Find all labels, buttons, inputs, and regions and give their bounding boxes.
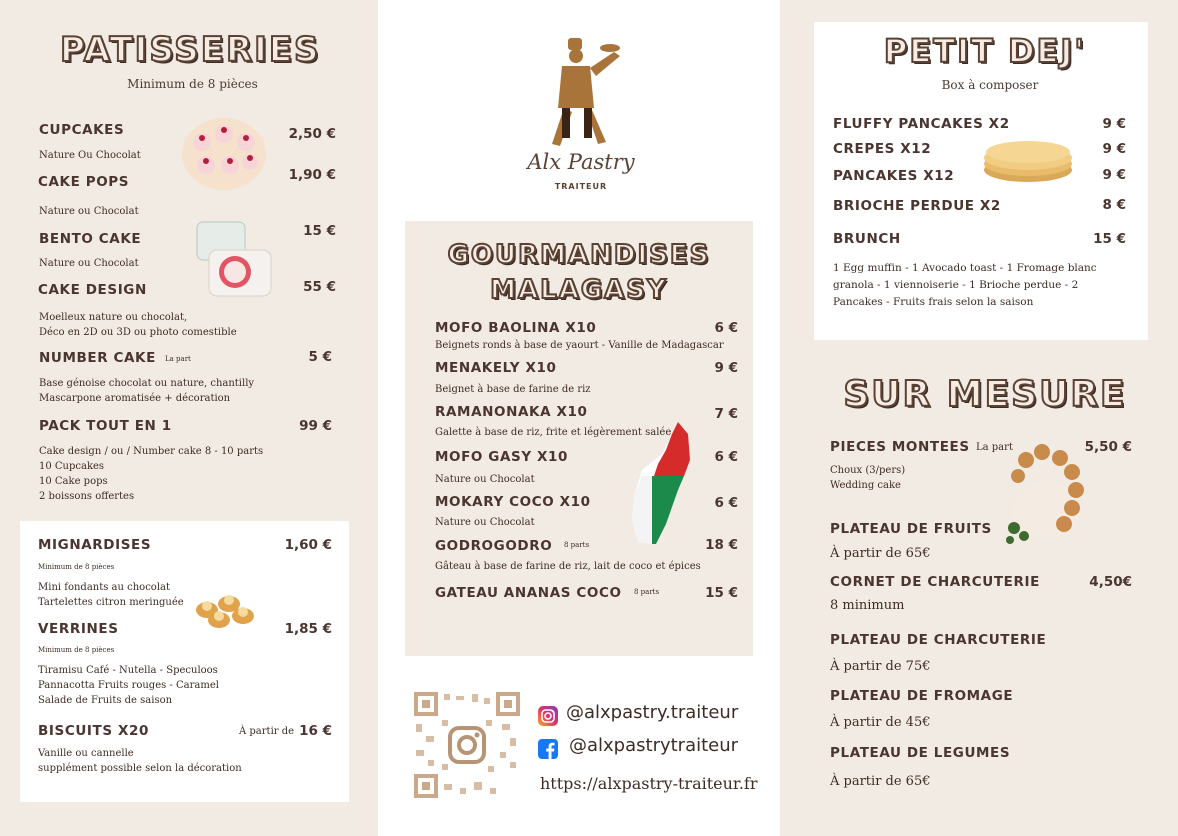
brunch-price: 15 € [1093,231,1126,247]
verrines-desc-2: Pannacotta Fruits rouges - Caramel [38,680,219,691]
mignardises-price: 1,60 € [284,537,332,553]
plateau-fruits-desc: À partir de 65€ [830,546,931,561]
brioche-price: 8 € [1102,197,1126,213]
mokary-coco-name: MOKARY COCO X10 [435,494,591,510]
bento-desc: Nature ou Chocolat [39,258,139,269]
bento-name: BENTO CAKE [39,231,142,247]
website-link[interactable]: https://alxpastry-traiteur.fr [540,774,758,793]
petitdej-title: PETIT DEJ' [883,32,1087,70]
godrogodro-name: GODROGODRO [435,538,553,554]
numbercake-desc-1: Base génoise chocolat ou nature, chantilly [39,378,255,389]
instagram-icon [538,706,558,726]
biscuits-prefix: À partir de [239,726,295,737]
pack-desc-3: 10 Cake pops [39,476,108,487]
mofo-baolina-desc: Beignets ronds à base de yaourt - Vanille de Madagascar [435,340,724,351]
biscuits-desc-2: supplément possible selon la décoration [38,763,242,774]
plateau-fromage-name: PLATEAU DE FROMAGE [830,688,1014,704]
cupcakes-price: 2,50 € [288,126,336,142]
mofo-baolina-price: 6 € [714,320,738,336]
cornet-price: 4,50€ [1089,574,1132,590]
tartelettes-image [193,584,257,630]
pack-desc-1: Cake design / ou / Number cake 8 - 10 parts [39,446,264,457]
mokary-coco-desc: Nature ou Chocolat [435,517,535,528]
logo-sub: TRAITEUR [554,182,608,191]
mofo-gasy-name: MOFO GASY X10 [435,449,569,465]
godrogodro-price: 18 € [705,537,738,553]
ramanonaka-name: RAMANONAKA X10 [435,404,588,420]
verrines-desc-1: Tiramisu Café - Nutella - Speculoos [38,665,218,676]
biscuits-name: BISCUITS X20 [38,723,149,739]
mofo-baolina-name: MOFO BAOLINA X10 [435,320,597,336]
petitdej-subtitle: Box à composer [941,78,1039,92]
cakedesign-name: CAKE DESIGN [38,282,147,298]
mignardises-desc-2: Tartelettes citron meringuée [38,597,184,608]
pieces-montees-desc-2: Wedding cake [830,480,901,491]
pack-price: 99 € [299,418,332,434]
verrines-price: 1,85 € [284,621,332,637]
plateau-legumes-name: PLATEAU DE LEGUMES [830,745,1011,761]
numbercake-name: NUMBER CAKE [39,350,156,366]
logo-script: Alx Pastry [527,150,635,174]
biscuits-price: 16 € [299,723,332,739]
brunch-name: BRUNCH [833,231,901,247]
bento-price: 15 € [303,223,336,239]
piece-montee-image [1002,440,1090,546]
qr-code-image[interactable] [412,690,522,800]
cupcakes-image [180,110,268,192]
numbercake-price: 5 € [308,349,332,365]
instagram-handle[interactable]: @alxpastry.traiteur [566,702,739,723]
gateau-ananas-name: GATEAU ANANAS COCO [435,585,622,601]
crepes-name: CREPES X12 [833,141,932,157]
mofo-gasy-price: 6 € [714,449,738,465]
malagasy-title-1: GOURMANDISES [447,240,711,270]
verrines-desc-3: Salade de Fruits de saison [38,695,173,706]
pancakes-price: 9 € [1102,167,1126,183]
mignardises-desc-1: Mini fondants au chocolat [38,582,170,593]
brunch-desc-1: 1 Egg muffin - 1 Avocado toast - 1 Fromage blanc [833,262,1097,274]
mignardises-name: MIGNARDISES [38,537,152,553]
patisseries-title: PATISSERIES [60,30,321,70]
brunch-desc-2: granola - 1 viennoiserie - 1 Brioche perdue - 2 [833,279,1079,291]
brioche-name: BRIOCHE PERDUE X2 [833,198,1001,214]
facebook-icon [538,739,558,759]
cakepops-desc: Nature ou Chocolat [39,206,139,217]
cakepops-name: CAKE POPS [38,174,130,190]
verrines-min: Minimum de 8 pièces [38,646,115,654]
mokary-coco-price: 6 € [714,495,738,511]
patisseries-subtitle: Minimum de 8 pièces [127,77,258,91]
mignardises-min: Minimum de 8 pièces [38,563,115,571]
cupcakes-desc: Nature Ou Chocolat [39,150,141,161]
fluffy-pancakes-price: 9 € [1102,116,1126,132]
cakedesign-price: 55 € [303,279,336,295]
godrogodro-note: 8 parts [564,541,590,549]
pack-name: PACK TOUT EN 1 [39,418,172,434]
pieces-montees-note: La part [976,442,1013,453]
pieces-montees-desc-1: Choux (3/pers) [830,465,906,476]
pancakes-name: PANCAKES X12 [833,168,955,184]
mofo-gasy-desc: Nature ou Chocolat [435,474,535,485]
pack-desc-4: 2 boissons offertes [39,491,135,502]
menakely-name: MENAKELY X10 [435,360,557,376]
pieces-montees-name: PIECES MONTEES [830,439,970,455]
pack-desc-2: 10 Cupcakes [39,461,105,472]
verrines-name: VERRINES [38,621,119,637]
ramanonaka-price: 7 € [714,406,738,422]
cornet-desc: 8 minimum [830,598,905,613]
plateau-charcuterie-name: PLATEAU DE CHARCUTERIE [830,632,1047,648]
facebook-handle[interactable]: @alxpastrytraiteur [569,735,739,756]
plateau-fromage-desc: À partir de 45€ [830,715,931,730]
cakedesign-desc-2: Déco en 2D ou 3D ou photo comestible [39,327,237,338]
plateau-fruits-name: PLATEAU DE FRUITS [830,521,992,537]
brunch-desc-3: Pancakes - Fruits frais selon la saison [833,296,1034,308]
cakedesign-desc-1: Moelleux nature ou chocolat, [39,312,188,323]
chef-logo-icon [540,32,624,150]
plateau-charcuterie-desc: À partir de 75€ [830,659,931,674]
plateau-legumes-desc: À partir de 65€ [830,774,931,789]
numbercake-desc-2: Mascarpone aromatisée + décoration [39,393,231,404]
surmesure-title: SUR MESURE [843,374,1127,415]
malagasy-title-2: MALAGASY [490,275,668,305]
crepes-image [980,136,1076,184]
gateau-ananas-price: 15 € [705,585,738,601]
gateau-ananas-note: 8 parts [634,588,660,596]
cornet-name: CORNET DE CHARCUTERIE [830,574,1040,590]
menakely-desc: Beignet à base de farine de riz [435,384,591,395]
cupcakes-name: CUPCAKES [39,122,125,138]
cakepops-price: 1,90 € [288,167,336,183]
godrogodro-desc: Gâteau à base de farine de riz, lait de coco et épices [435,561,701,572]
crepes-price: 9 € [1102,141,1126,157]
ramanonaka-desc: Galette à base de riz, frite et légèrement salée [435,427,672,438]
fluffy-pancakes-name: FLUFFY PANCAKES X2 [833,116,1010,132]
biscuits-desc-1: Vanille ou cannelle [38,748,134,759]
numbercake-note: La part [165,355,191,363]
bento-cake-image [193,218,275,298]
pieces-montees-price: 5,50 € [1084,439,1132,455]
menakely-price: 9 € [714,360,738,376]
